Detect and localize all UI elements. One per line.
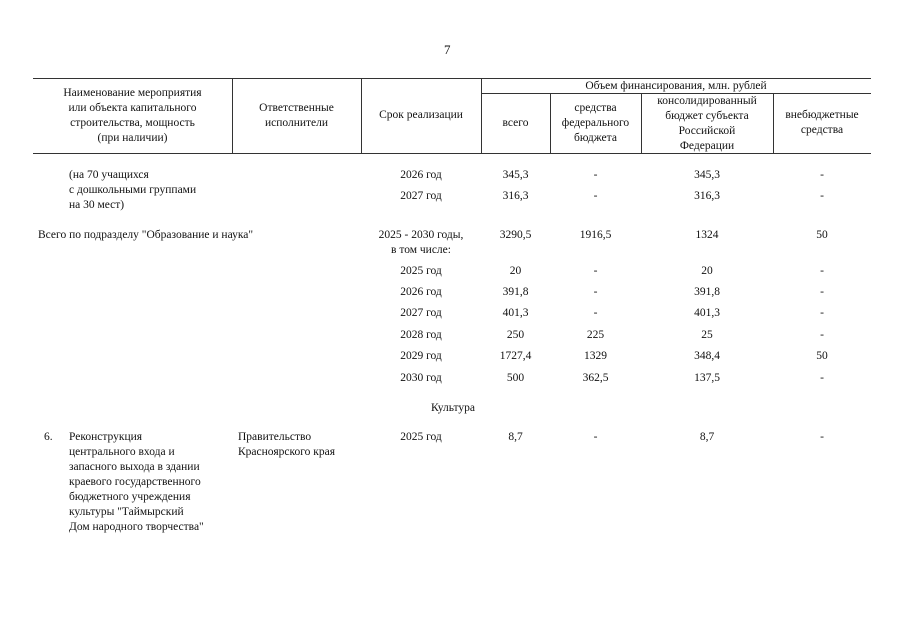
table-cell: 20 xyxy=(509,265,522,277)
subtotal-label: Всего по подразделу "Образование и наука" xyxy=(38,229,254,241)
table-cell: 50 xyxy=(816,350,828,362)
subtotal-term: 2025 - 2030 годы, в том числе: xyxy=(378,229,464,256)
header-term-column: Срок реализации xyxy=(379,109,463,121)
table-cell: 401,3 xyxy=(694,307,720,319)
table-cell: 2030 год xyxy=(400,372,442,384)
header-consolidated-column: консолидированный бюджет субъекта Российской Федерации xyxy=(657,95,757,152)
table-cell: - xyxy=(593,307,598,319)
table-cell: - xyxy=(820,265,824,277)
table-cell: 1727,4 xyxy=(499,350,532,362)
table-cell: - xyxy=(820,307,824,319)
subtotal-total: 3290,5 xyxy=(499,229,532,241)
header-extra-column: внебюджетные средства xyxy=(785,109,859,136)
table-cell: 2025 год xyxy=(400,265,442,277)
subtotal-federal: 1916,5 xyxy=(579,229,612,241)
table-cell: 250 xyxy=(506,329,525,341)
table-cell: 348,4 xyxy=(694,350,720,362)
table-cell: - xyxy=(820,190,824,202)
header-executors-column: Ответственные исполнители xyxy=(259,102,334,129)
table-cell: 391,8 xyxy=(694,286,720,298)
table-cell: 2026 год xyxy=(400,286,442,298)
subtotal-consolidated: 1324 xyxy=(695,229,719,241)
table-cell: - xyxy=(820,329,824,341)
table-cell: 2026 год xyxy=(400,169,442,181)
item-name: Реконструкция центрального входа и запасного выхода в здании краевого государственного бюджетного учреждения культуры "Таймырский Дом народного творчества" xyxy=(69,431,204,533)
table-cell: 25 xyxy=(701,329,713,341)
header-total-column: всего xyxy=(502,117,529,129)
table-cell: 362,5 xyxy=(582,372,609,384)
table-cell: 225 xyxy=(586,329,605,341)
table-cell: 345,3 xyxy=(502,169,529,181)
item-number: 6. xyxy=(44,431,53,443)
table-cell: 2027 год xyxy=(400,190,442,202)
table-cell: 2028 год xyxy=(400,329,442,341)
table-cell: - xyxy=(820,431,824,443)
table-cell: 2027 год xyxy=(400,307,442,319)
table-cell: - xyxy=(820,372,824,384)
table-cell: - xyxy=(820,286,824,298)
header-funding-group: Объем финансирования, млн. рублей xyxy=(585,80,767,92)
header-name-column: Наименование мероприятия или объекта капитального строительства, мощность (при наличии) xyxy=(63,87,202,144)
table-cell: 1329 xyxy=(584,350,607,362)
table-cell: 2029 год xyxy=(400,350,442,362)
table-cell: 391,8 xyxy=(502,286,529,298)
table-cell: 20 xyxy=(701,265,713,277)
page-number: 7 xyxy=(444,42,451,57)
table-cell: - xyxy=(593,286,598,298)
table-cell: 316,3 xyxy=(694,190,720,202)
table-cell: 137,5 xyxy=(694,372,720,384)
table-cell: 316,3 xyxy=(502,190,529,202)
table-cell: 345,3 xyxy=(694,169,720,181)
continuation-name: (на 70 учащихся с дошкольными группами на 30 мест) xyxy=(69,169,197,211)
header-federal-column: средства федерального бюджета xyxy=(561,102,630,144)
subtotal-extra: 50 xyxy=(816,229,828,241)
table-cell: - xyxy=(593,431,598,443)
table-cell: 2025 год xyxy=(400,431,442,443)
table-cell: 500 xyxy=(506,372,525,384)
table-cell: - xyxy=(593,169,598,181)
table-cell: - xyxy=(593,190,598,202)
table-cell: 401,3 xyxy=(502,307,529,319)
table-cell: 8,7 xyxy=(699,431,715,443)
table-cell: - xyxy=(820,169,824,181)
table-cell: 8,7 xyxy=(508,431,523,443)
table-cell: - xyxy=(593,265,598,277)
section-title: Культура xyxy=(430,402,476,414)
item-executor: Правительство Красноярского края xyxy=(238,431,335,458)
